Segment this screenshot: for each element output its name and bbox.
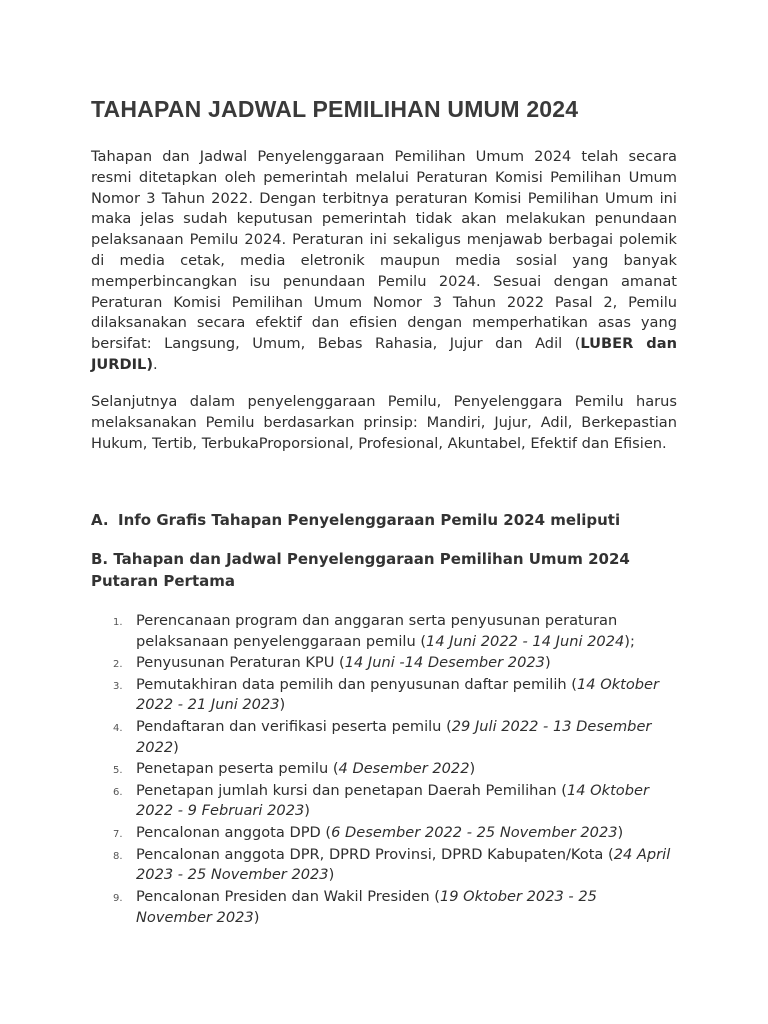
list-item [91,717,677,758]
section-b-heading: B. Tahapan dan Jadwal Penyelenggaraan Pemilihan Umum 2024 Putaran Pertama [91,550,630,590]
list-item-date: 24 April 2023 - 25 November 2023 [136,845,671,884]
list-item-date: 14 Oktober 2022 - 9 Februari 2023 [136,781,649,820]
list-item-date: 14 Oktober 2022 - 21 Juni 2023 [136,675,660,714]
list-item [91,781,677,822]
list-item-date: 14 Juni 2022 - 14 Juni 2024 [426,632,625,650]
list-item-text: Penetapan peserta pemilu ( [136,760,339,778]
list-item-date: 19 Oktober 2023 - 25 November 2023 [136,888,597,926]
list-item-end: ) [469,760,476,778]
section-a-letter: A. [91,511,109,529]
list-item-end: ); [624,632,635,650]
section-a-text: Info Grafis Tahapan Penyelenggaraan Pemilu 2024 meliputi [118,511,621,529]
list-item-date: 4 Desember 2022 [338,760,470,778]
list-item-end: ) [544,654,551,672]
list-item [91,823,677,844]
list-item [91,653,677,674]
list-item-date: 14 Juni -14 Desember 2023 [344,654,545,672]
intro-bold-text: LUBER dan JURDIL) [91,335,677,373]
list-item-date: 29 Juli 2022 - 13 Desember 2022 [136,718,652,756]
list-item [91,845,677,886]
principles-paragraph: Selanjutnya dalam penyelenggaraan Pemilu, Penyelenggara Pemilu harus melaksanakan Pemilu berdasarkan prinsip: Mandiri, Jujur, Adil, Berkepastian Hukum, Tertib, TerbukaProporsional, Profesional, Akuntabel, Efektif dan Efisien. [91,393,677,452]
list-item [91,675,677,716]
list-item-number: 5. [113,765,123,777]
list-item-number: 7. [113,829,123,841]
list-item-number: 6. [113,786,123,798]
list-item-end: ) [617,824,624,842]
list-item-text: Penyusunan Peraturan KPU ( [136,654,345,672]
section-a-heading [91,509,651,531]
list-item-end: ) [328,866,335,884]
list-item-text: Pencalonan anggota DPR, DPRD Provinsi, DPRD Kabupaten/Kota ( [136,845,614,863]
list-item-number: 2. [113,659,123,671]
list-item-number: 3. [113,680,123,692]
list-item-number: 4. [113,723,123,735]
list-item [91,759,677,780]
list-item-end: ) [173,738,179,756]
list-item [91,887,677,928]
list-item-text: Penetapan jumlah kursi dan penetapan Daerah Pemilihan ( [136,781,567,799]
list-item-text: Pemutakhiran data pemilih dan penyusunan daftar pemilih ( [136,675,577,693]
list-item-text: Perencanaan program dan anggaran serta penyusunan peraturan pelaksanaan penyelenggaraan pemilu ( [136,612,618,650]
intro-end: . [153,355,158,373]
list-item-number: 1. [113,617,123,628]
intro-text: Tahapan dan Jadwal Penyelenggaraan Pemilihan Umum 2024 telah secara resmi ditetapkan oleh pemerintah melalui Peraturan Komisi Pemilihan Umum Nomor 3 Tahun 2022. Dengan terbitnya peraturan Komisi Pemilihan Umum ini maka jelas sudah keputusan pemerintah tidak akan melakukan penundaan pelaksanaan Pemilu 2024. Peraturan ini sekaligus menjawab berbagai polemik di media cetak, media eletronik maupun media sosial yang banyak memperbincangkan isu penundaan Pemilu 2024. Sesuai dengan amanat Peraturan Komisi Pemilihan Umum Nomor 3 Tahun 2022 Pasal 2, Pemilu dilaksanakan secara efektif dan efisien dengan memperhatikan asas yang bersifat: Langsung, Umum, Bebas Rahasia, Jujur dan Adil ( [91,148,677,353]
list-item-number: 8. [113,850,123,862]
list-item-text: Pencalonan anggota DPD ( [136,824,332,842]
page-title: TAHAPAN JADWAL PEMILIHAN UMUM 2024 [91,96,579,122]
list-item-number: 9. [113,893,123,904]
list-item-text: Pencalonan Presiden dan Wakil Presiden ( [136,888,440,905]
list-item-end: ) [253,908,260,926]
list-item [91,611,677,652]
schedule-list [91,611,677,929]
list-item-end: ) [279,696,286,714]
intro-paragraph [91,147,677,376]
list-item-date: 6 Desember 2022 - 25 November 2023 [331,824,618,842]
list-item-text: Pendaftaran dan verifikasi peserta pemilu ( [136,718,452,736]
list-item-end: ) [304,802,310,820]
